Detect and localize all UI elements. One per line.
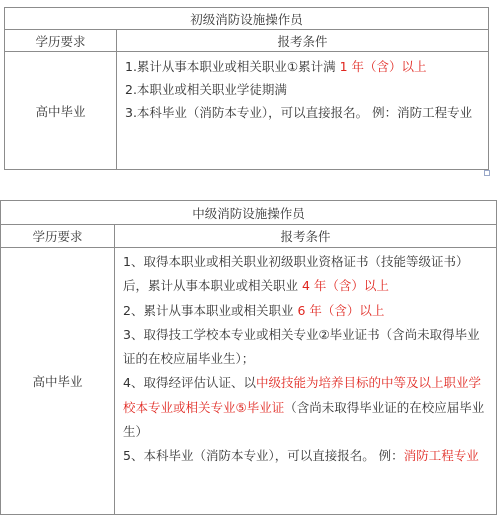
condition-item: 3.本科毕业（消防本专业），可以直接报名。 例：消防工程专业 <box>125 105 473 120</box>
condition-item: 5、本科毕业（消防本专业），可以直接报名。 例：消防工程专业 <box>123 448 479 464</box>
column-header-education: 学历要求 <box>1 225 115 248</box>
condition-item: 2、累计从事本职业或相关职业 6 年（含）以上 <box>123 302 385 318</box>
primary-operator-table <box>4 7 489 170</box>
education-requirement: 高中毕业 <box>1 248 115 515</box>
column-header-conditions: 报考条件 <box>117 30 489 52</box>
intermediate-operator-table <box>0 200 497 515</box>
column-header-education: 学历要求 <box>5 30 117 52</box>
column-header-conditions: 报考条件 <box>115 225 497 248</box>
conditions-cell <box>115 248 497 515</box>
education-requirement: 高中毕业 <box>5 52 117 170</box>
table-title: 中级消防设施操作员 <box>1 201 497 225</box>
table-title: 初级消防设施操作员 <box>5 8 489 30</box>
table-corner-marker <box>484 170 490 176</box>
condition-item: 4、取得经评估认证、以中级技能为培养目标的中等及以上职业学校本专业或相关专业⑤毕业证（含尚未取得毕业证的在校应届毕业生） <box>123 375 485 440</box>
condition-item: 1.累计从事本职业或相关职业①累计满 1 年（含）以上 <box>125 59 427 74</box>
condition-item: 1、取得本职业或相关职业初级职业资格证书（技能等级证书）后，累计从事本职业或相关职业 4 年（含）以上 <box>123 254 469 294</box>
conditions-cell <box>117 52 489 170</box>
condition-item: 3、取得技工学校本专业或相关专业②毕业证书（含尚未取得毕业证的在校应届毕业生）； <box>123 326 480 367</box>
condition-item: 2.本职业或相关职业学徒期满 <box>125 82 287 97</box>
